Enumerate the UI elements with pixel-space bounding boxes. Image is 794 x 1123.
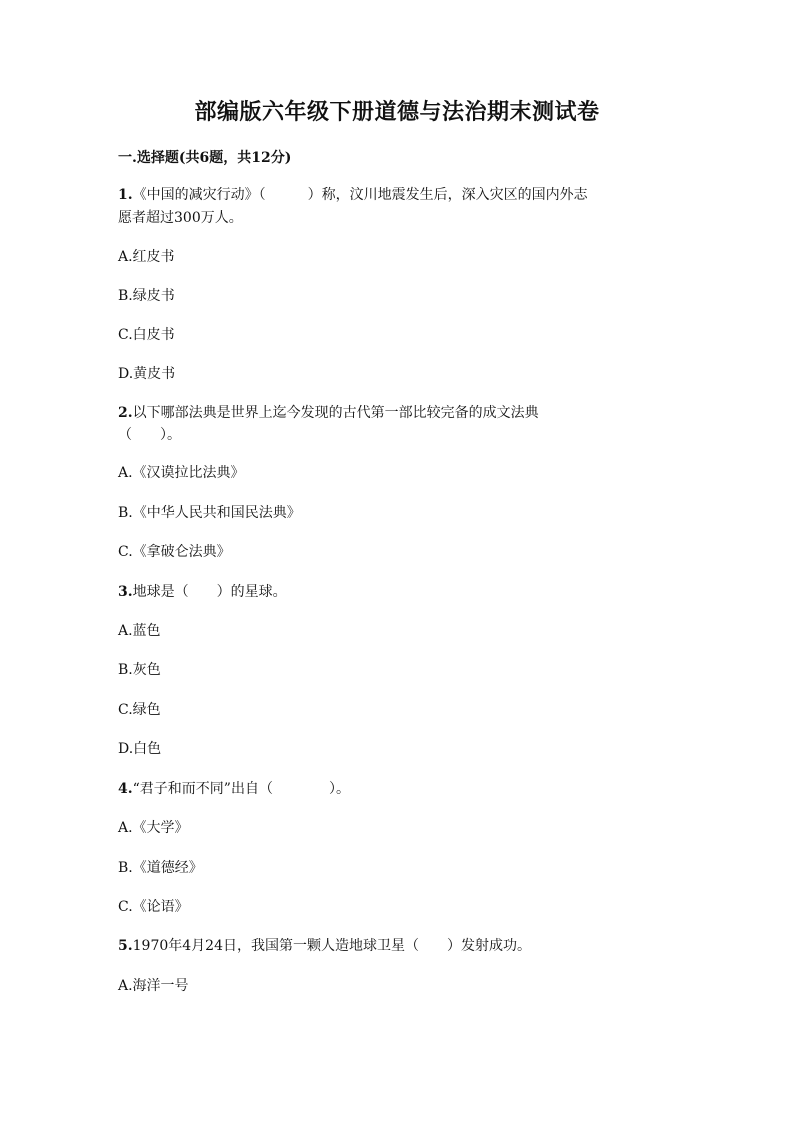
question-3-stem-text: 地球是（ ）的星球。 bbox=[132, 584, 287, 600]
question-2-option-b: B.《中华人民共和国民法典》 bbox=[118, 505, 301, 521]
question-1-option-a: A.红皮书 bbox=[118, 249, 175, 265]
question-2-option-a: A.《汉谟拉比法典》 bbox=[118, 465, 245, 481]
section-heading: 一.选择题(共6题，共12分) bbox=[118, 150, 292, 166]
page-title: 部编版六年级下册道德与法治期末测试卷 bbox=[194, 99, 600, 125]
question-1-option-b: B.绿皮书 bbox=[118, 288, 175, 304]
question-2-stem-line-1 bbox=[118, 403, 539, 423]
question-1-number: 1. bbox=[118, 187, 133, 203]
question-3-option-b: B.灰色 bbox=[118, 662, 161, 678]
question-3-number: 3. bbox=[118, 584, 133, 600]
question-4-number: 4. bbox=[118, 781, 133, 797]
question-3-stem-line-1 bbox=[118, 582, 287, 602]
question-4-stem-line-1 bbox=[118, 779, 350, 799]
question-4-option-c: C.《论语》 bbox=[118, 899, 189, 915]
question-4-stem-text: “君子和而不同”出自（ ）。 bbox=[132, 781, 350, 797]
question-5-stem-line-1 bbox=[118, 936, 531, 956]
question-3-option-a: A.蓝色 bbox=[118, 623, 161, 639]
question-1-option-c: C.白皮书 bbox=[118, 327, 175, 343]
question-5-option-a: A.海洋一号 bbox=[118, 978, 189, 994]
question-3-option-d: D.白色 bbox=[118, 741, 162, 757]
question-3-option-c: C.绿色 bbox=[118, 702, 161, 718]
question-2-option-c: C.《拿破仑法典》 bbox=[118, 544, 231, 560]
question-4-option-a: A.《大学》 bbox=[118, 820, 189, 836]
question-4-option-b: B.《道德经》 bbox=[118, 860, 203, 876]
question-1-stem-line-1 bbox=[118, 185, 588, 205]
question-2-stem-text: 以下哪部法典是世界上迄今发现的古代第一部比较完备的成文法典 bbox=[132, 405, 539, 421]
question-5-number: 5. bbox=[118, 938, 133, 954]
question-2-number: 2. bbox=[118, 405, 133, 421]
question-5-stem-text: 1970年4月24日，我国第一颗人造地球卫星（ ）发射成功。 bbox=[132, 938, 531, 954]
question-1-stem-line-2: 愿者超过300万人。 bbox=[118, 210, 243, 226]
question-1-option-d: D.黄皮书 bbox=[118, 366, 176, 382]
question-1-stem-text: 《中国的减灾行动》（ ）称，汶川地震发生后，深入灾区的国内外志 bbox=[132, 187, 588, 203]
question-2-stem-line-2: （ ）。 bbox=[118, 427, 181, 443]
